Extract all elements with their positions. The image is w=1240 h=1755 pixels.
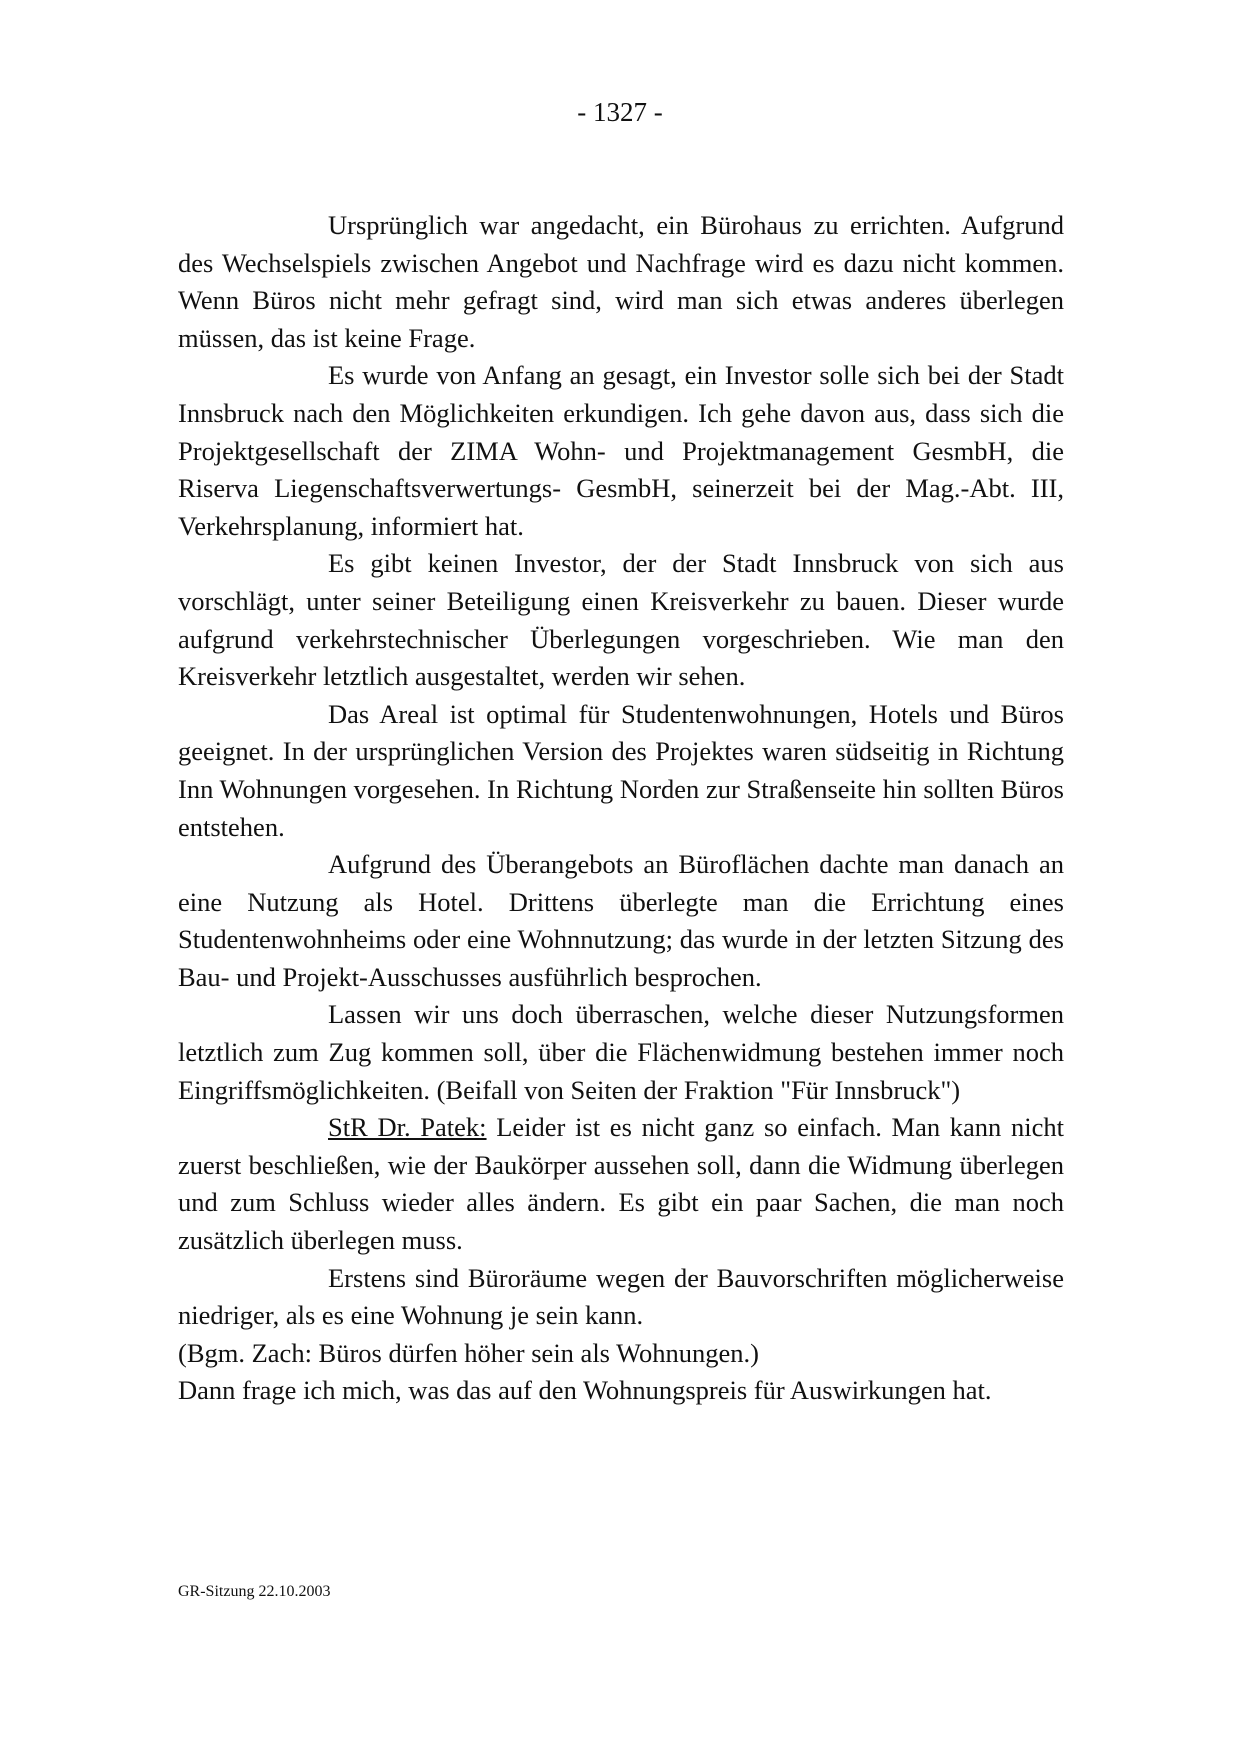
paragraph: Lassen wir uns doch überraschen, welche dieser Nutzungsformen letztlich zum Zug kommen soll, über die Flächenwidmung bestehen immer noch Eingriffsmöglichkeiten. (Beifall von Seiten der Fraktion "Für Innsbruck") bbox=[178, 999, 1064, 1105]
speech-paragraph bbox=[178, 1109, 1064, 1259]
paragraph: Es gibt keinen Investor, der der Stadt Innsbruck von sich aus vorschlägt, unter seiner Beteiligung einen Kreisverkehr zu bauen. Dieser wurde aufgrund verkehrstechnischer Überlegungen vorgeschrieben. Wie man den Kreisverkehr letztlich ausgestaltet, werden wir sehen. bbox=[178, 548, 1064, 692]
closing-paragraph: Dann frage ich mich, was das auf den Wohnungspreis für Auswirkungen hat. bbox=[178, 1375, 992, 1406]
interjection: (Bgm. Zach: Büros dürfen höher sein als Wohnungen.) bbox=[178, 1337, 759, 1368]
footer-session-date: GR-Sitzung 22.10.2003 bbox=[178, 1583, 331, 1600]
speaker-name: StR Dr. Patek: bbox=[328, 1112, 487, 1143]
paragraph: Aufgrund des Überangebots an Büroflächen dachte man danach an eine Nutzung als Hotel. Drittens überlegte man die Errichtung eines Studentenwohnheims oder eine Wohnnutzung; das wurde in der letzten Sitzung des Bau- und Projekt-Ausschusses ausführlich besprochen. bbox=[178, 849, 1064, 992]
paragraph: Es wurde von Anfang an gesagt, ein Investor solle sich bei der Stadt Innsbruck nach den Möglichkeiten erkundigen. Ich gehe davon aus, dass sich die Projektgesellschaft der ZIMA Wohn- und Projektmanagement GesmbH, die Riserva Liegenschaftsverwertungs- GesmbH, seinerzeit bei der Mag.-Abt. III, Verkehrsplanung, informiert hat. bbox=[178, 360, 1064, 541]
document-body bbox=[178, 207, 1064, 1410]
paragraph: Ursprünglich war angedacht, ein Bürohaus zu errichten. Aufgrund des Wechselspiels zwischen Angebot und Nachfrage wird es dazu nicht kommen. Wenn Büros nicht mehr gefragt sind, wird man sich etwas anderes überlegen müssen, das ist keine Frage. bbox=[178, 210, 1064, 353]
page-number: - 1327 - bbox=[577, 97, 663, 127]
speech-text: Leider ist es nicht ganz so einfach. Man kann nicht zuerst beschließen, wie der Baukörper aussehen soll, dann die Widmung überlegen und zum Schluss wieder alles ändern. Es gibt ein paar Sachen, die man noch zusätzlich überlegen muss. bbox=[178, 1112, 1064, 1256]
paragraph: Das Areal ist optimal für Studentenwohnungen, Hotels und Büros geeignet. In der ursprünglichen Version des Projektes waren südseitig in Richtung Inn Wohnungen vorgesehen. In Richtung Norden zur Straßenseite hin sollten Büros entstehen. bbox=[178, 698, 1064, 842]
paragraph: Erstens sind Büroräume wegen der Bauvorschriften möglicherweise niedriger, als es eine Wohnung je sein kann. bbox=[178, 1262, 1064, 1331]
